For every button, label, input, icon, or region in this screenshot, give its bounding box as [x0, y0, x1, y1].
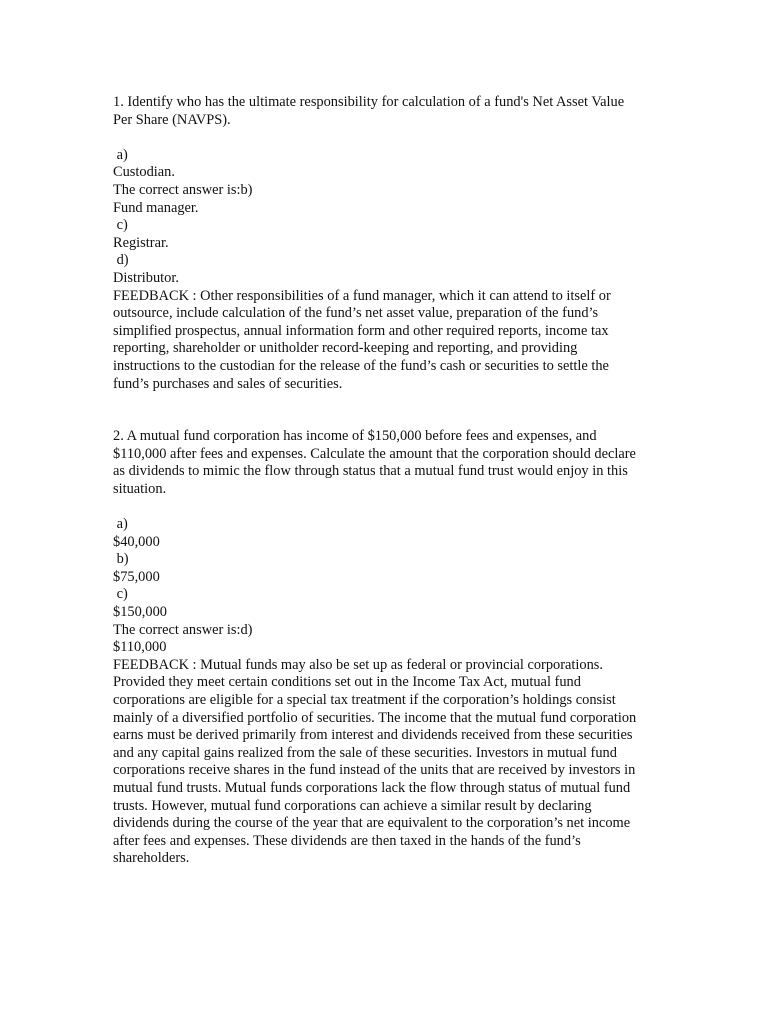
answer-line: c) [113, 586, 128, 603]
spacer [113, 393, 643, 428]
answer-line: $75,000 [113, 568, 160, 585]
question-block-2 [113, 428, 643, 868]
feedback-text: FEEDBACK : Mutual funds may also be set up as federal or provincial corporations. Provided they meet certain conditions set out in the Income Tax Act, mutual fund corporations are eligible for a special tax treatment if the corporation’s holdings consist mainly of a diversified portfolio of securities. The income that the mutual fund corporation earns must be derived primarily from interest and dividends received from these securities and any capital gains realized from the sale of these securities. Investors in mutual fund corporations receive shares in the fund instead of the units that are received by investors in mutual fund trusts. Mutual funds corporations lack the flow through status of mutual fund trusts. However, mutual fund corporations can achieve a similar result by declaring dividends during the course of the year that are equivalent to the corporation’s net income after fees and expenses. These dividends are then taxed in the hands of the fund’s shareholders. [113, 656, 637, 867]
question-text: 1. Identify who has the ultimate responsibility for calculation of a fund's Net Asset Value Per Share (NAVPS). [113, 94, 625, 128]
question-text: 2. A mutual fund corporation has income of $150,000 before fees and expenses, and $110,000 after fees and expenses. Calculate the amount that the corporation should declare as dividends to mimic the flow through status that a mutual fund trust would enjoy in this situation. [113, 428, 636, 497]
spacer [113, 129, 643, 147]
answer-line: The correct answer is:b) [113, 181, 253, 198]
answer-line: Custodian. [113, 164, 175, 181]
answer-line: Registrar. [113, 234, 169, 251]
answer-line: d) [113, 252, 129, 269]
answer-line: b) [113, 551, 129, 568]
answer-line: a) [113, 516, 128, 533]
answer-line: a) [113, 146, 128, 163]
answer-line: Fund manager. [113, 199, 199, 216]
answer-line: Distributor. [113, 269, 179, 286]
answer-line: The correct answer is:d) [113, 621, 253, 638]
question-block-1 [113, 94, 643, 393]
answer-line: $40,000 [113, 533, 160, 550]
document-page [113, 94, 643, 868]
answer-line: $150,000 [113, 604, 167, 621]
answer-line: $110,000 [113, 639, 167, 656]
spacer [113, 498, 643, 516]
feedback-text: FEEDBACK : Other responsibilities of a fund manager, which it can attend to itself or outsource, include calculation of the fund’s net asset value, preparation of the fund’s simplified prospectus, annual information form and other required reports, income tax reporting, shareholder or unitholder record-keeping and reporting, and providing instructions to the custodian for the release of the fund’s cash or securities to settle the fund’s purchases and sales of securities. [113, 287, 611, 392]
answer-line: c) [113, 217, 128, 234]
